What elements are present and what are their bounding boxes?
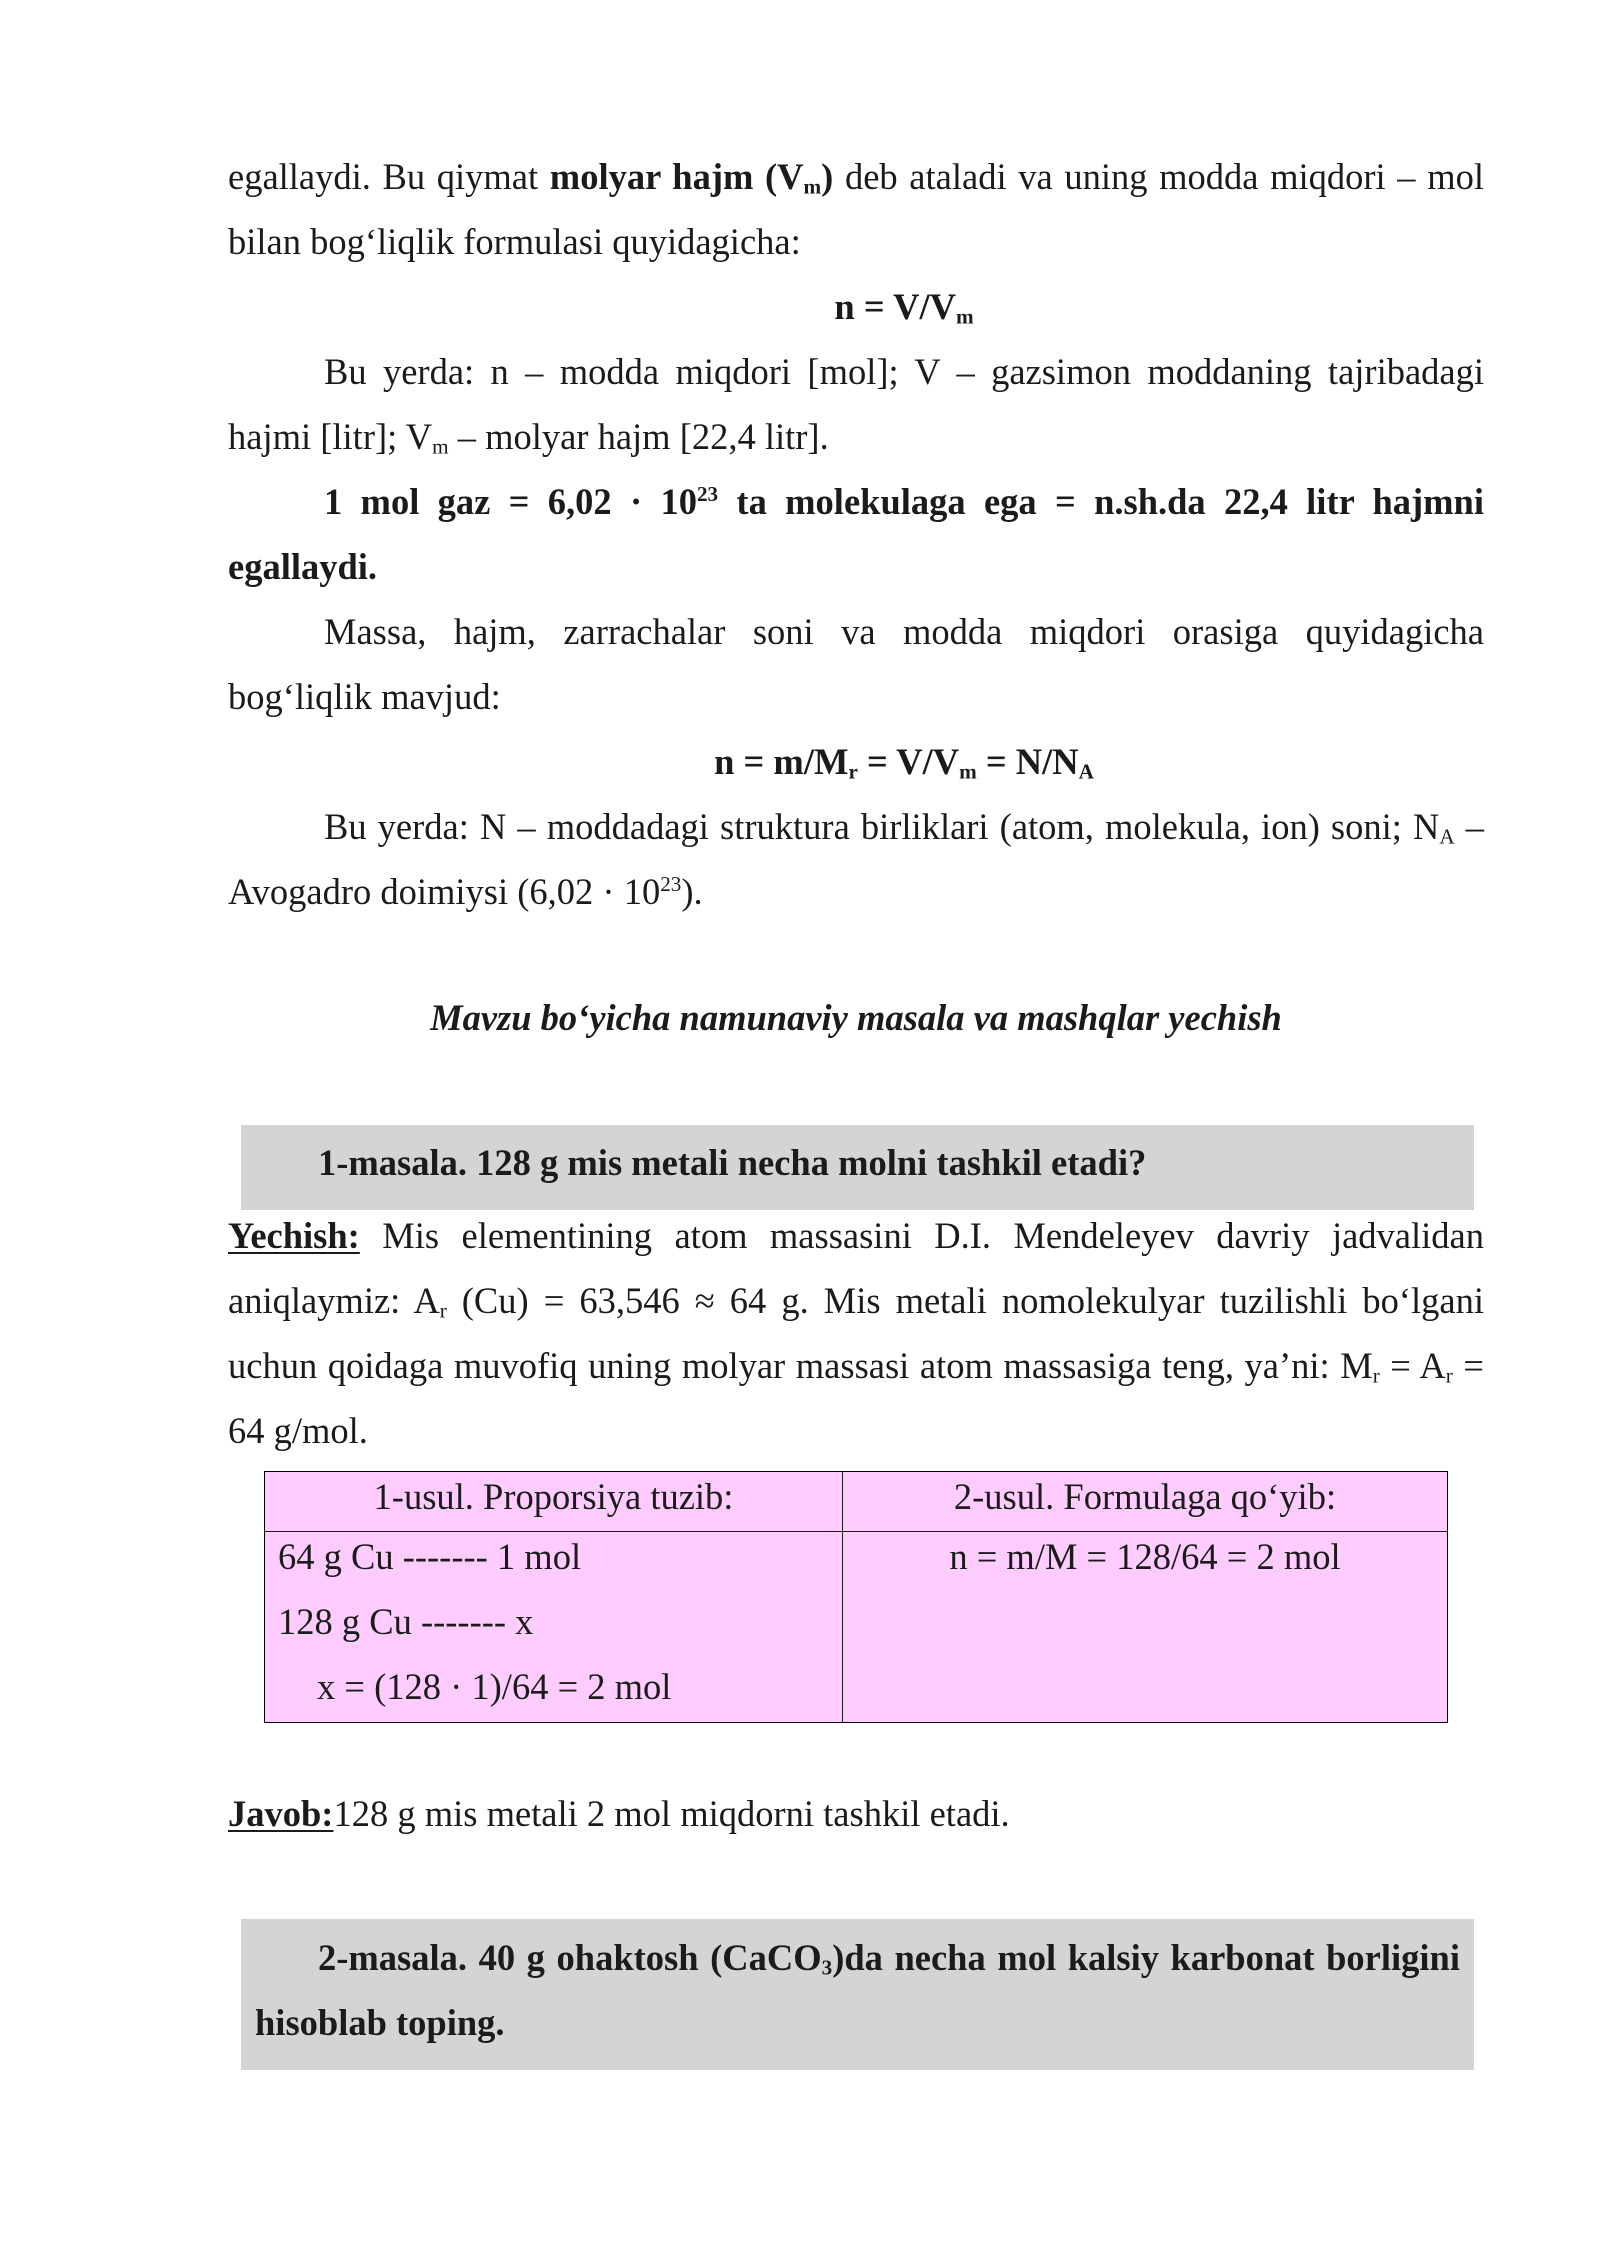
answer-text: 128 g mis metali 2 mol miqdorni tashkil etadi. [333,1793,1010,1834]
molar-volume-term [550,156,834,197]
section-heading-block [228,985,1484,1050]
table-cell-proportion [265,1532,843,1722]
text-segment: aniqlaymiz: A [228,1280,440,1321]
subscript: r [1445,1363,1453,1388]
text-segment: hajmi [litr]; V [228,416,433,457]
molar-volume-line-2: bilan bog‘liqlik formulasi quyidagicha: [228,221,801,262]
solution-line-4: 64 g/mol. [228,1410,368,1451]
text-segment: Bu yerda: N – moddadagi struktura birliklari (atom, molekula, ion) soni; N [324,806,1440,847]
text-segment: ). [681,871,703,912]
formula-text: = N/N [976,741,1079,782]
theory-section [228,144,1484,924]
table-cell-formula [843,1532,1447,1722]
formula1-legend-line-1: Bu yerda: n – modda miqdori [mol]; V – gazsimon moddaning tajribadagi [324,351,1484,392]
relation-intro-line-1: Massa, hajm, zarrachalar soni va modda miqdori orasiga quyidagicha [324,611,1484,652]
methods-table [264,1471,1448,1723]
formula-molar-volume [228,274,1484,339]
table-header-formula [843,1472,1447,1532]
formula-result-line: n = m/M = 128/64 = 2 mol [949,1536,1341,1577]
text-segment: – [1454,806,1484,847]
text-segment: – molyar hajm [22,4 litr]. [448,416,829,457]
text-segment: )da necha mol kalsiy karbonat borligini [832,1937,1460,1978]
text-segment: = [1452,1345,1484,1386]
table-header-text: 2-usul. Formulaga qo‘yib: [953,1476,1337,1517]
problem-2-statement-line-1 [255,1925,1460,1990]
text-segment: = A [1379,1345,1446,1386]
text-segment: deb ataladi va uning modda miqdori – mol [833,156,1484,197]
text-segment: molyar hajm (V [549,156,804,197]
text-segment: Avogadro doimiysi (6,02 · 10 [228,871,661,912]
table-header-text: 1-usul. Proporsiya tuzib: [373,1476,734,1517]
text-segment: egallaydi. Bu qiymat [228,156,550,197]
text-segment: 1 mol gaz = 6,02 · 10 [324,481,697,522]
problem-1-box [241,1125,1474,1210]
solution-line-3 [228,1333,1484,1398]
section-heading: Mavzu bo‘yicha namunaviy masala va mashqlar yechish [430,997,1282,1038]
table-header-proportion [265,1472,843,1532]
subscript: m [955,304,974,329]
answer-label: Javob: [228,1793,334,1834]
text-segment: ta molekulaga ega = n.sh.da 22,4 litr hajmni [718,481,1485,522]
subscript: A [1439,824,1455,849]
formula-text: n = V/V [834,286,956,327]
problem-1-answer [228,1781,1484,1846]
formula-text: n = m/M [714,741,849,782]
superscript: 23 [660,871,682,896]
proportion-line: 64 g Cu ------- 1 mol [278,1536,582,1577]
subscript: r [1372,1363,1380,1388]
subscript: m [432,434,449,459]
proportion-lines [278,1524,842,1719]
molar-volume-line-1 [228,144,1484,209]
solution-label: Yechish: [228,1215,360,1256]
problem-2-statement-line-2: hisoblab toping. [255,2002,505,2043]
subscript: m [803,174,822,199]
text-segment: (Cu) = 63,546 ≈ 64 g. Mis metali nomolekulyar tuzilishli bo‘lgani [446,1280,1484,1321]
formula2-legend-line-1 [228,794,1484,859]
text-segment: Mis elementining atom massasini D.I. Mendeleyev davriy jadvalidan [359,1215,1484,1256]
proportion-line: 128 g Cu ------- x [278,1601,534,1642]
answer-line [228,1781,1484,1846]
problem-2-box [241,1919,1474,2070]
solution-line-2 [228,1268,1484,1333]
formula-text: = V/V [857,741,960,782]
formula-relation [228,729,1484,794]
text-segment: ) [821,156,834,197]
formula2-legend-line-2 [228,859,1484,924]
solution-line-1 [228,1203,1484,1268]
mol-rule-line-2: egallaydi. [228,546,378,587]
problem-1-solution [228,1203,1484,1463]
superscript: 23 [696,481,719,506]
text-segment: uchun qoidaga muvofiq uning molyar massasi atom massasiga teng, ya’ni: M [228,1345,1373,1386]
mol-rule-line-1 [228,469,1484,534]
formula1-legend-line-2 [228,404,1484,469]
subscript: r [439,1298,447,1323]
proportion-result-line: x = (128 · 1)/64 = 2 mol [317,1666,672,1707]
subscript: 3 [821,1955,833,1980]
subscript: A [1078,759,1094,784]
relation-intro-line-2: bog‘liqlik mavjud: [228,676,501,717]
subscript: m [959,759,977,784]
subscript: r [848,759,858,784]
problem-1-statement: 1-masala. 128 g mis metali necha molni tashkil etadi? [318,1142,1147,1183]
text-segment: 2-masala. 40 g ohaktosh (CaCO [318,1937,822,1978]
